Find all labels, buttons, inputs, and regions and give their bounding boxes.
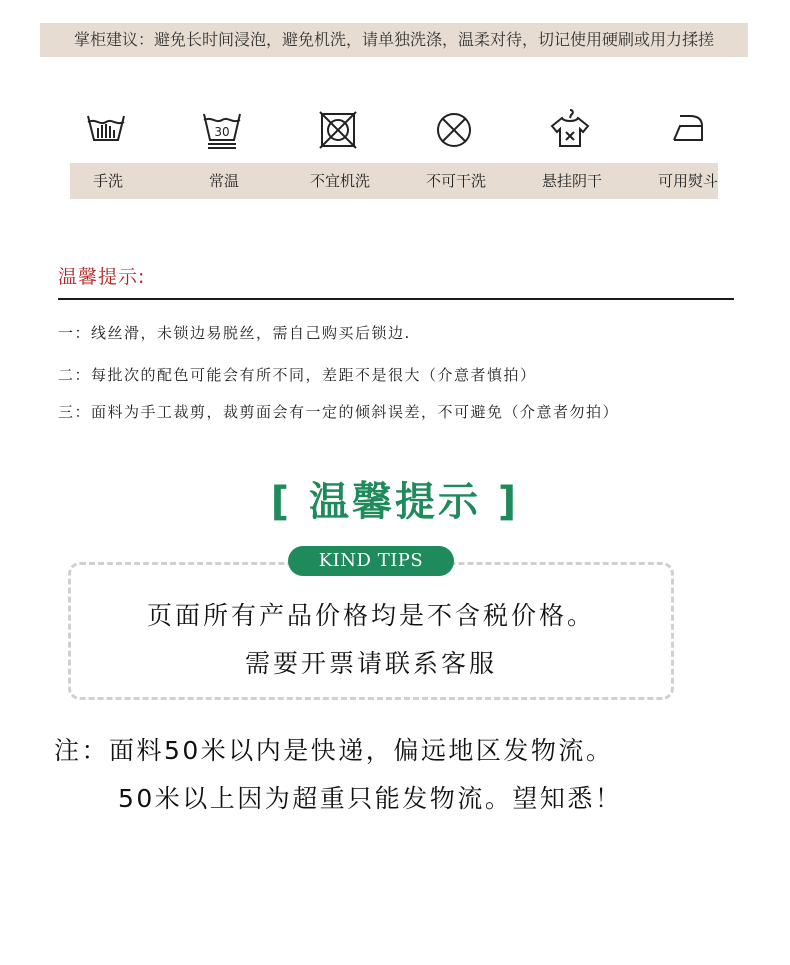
care-label-hand-wash: 手洗 [92,172,123,190]
footnote-line-1: 注：面料50米以内是快递，偏远地区发物流。 [54,736,614,765]
kind-tips-heading: [ 温馨提示 ] [270,479,520,525]
no-machine-wash-icon [308,100,368,160]
notice-item-1: 一：线丝滑，未锁边易脱丝，需自己购买后锁边. [58,324,411,342]
footnote-line-2: 50米以上因为超重只能发物流。望知悉！ [118,784,623,813]
care-advice-text: 掌柜建议：避免长时间浸泡，避免机洗，请单独洗涤，温柔对待，切记使用硬刷或用力揉搓 [73,30,714,49]
notice-divider [58,298,734,300]
notice-item-2: 二：每批次的配色可能会有所不同，差距不是很大（介意者慎拍） [58,366,537,384]
wash-30-icon [192,100,252,160]
care-labels-bar [70,163,718,199]
hand-wash-icon [76,100,136,160]
care-label-iron: 可用熨斗 [657,172,718,190]
care-label-hang-dry: 悬挂阴干 [541,172,602,190]
kind-tips-line-1: 页面所有产品价格均是不含税价格。 [146,601,595,630]
care-advice-bar [40,23,748,57]
iron-icon [656,100,716,160]
care-label-no-machine-wash: 不宜机洗 [309,172,370,190]
kind-tips-line-2: 需要开票请联系客服 [244,649,497,678]
care-label-normal-temp: 常温 [208,172,239,190]
no-tumble-dry-icon [424,100,484,160]
wash-temp-text: 30 [214,125,230,139]
hang-dry-shade-icon [540,100,600,160]
care-symbols-row [50,100,750,160]
notice-item-3: 三：面料为手工裁剪，裁剪面会有一定的倾斜误差，不可避免（介意者勿拍） [58,403,620,421]
care-label-no-dry-clean: 不可干洗 [425,172,486,190]
notice-title: 温馨提示: [58,266,146,288]
kind-tips-badge: KIND TIPS [288,546,454,576]
